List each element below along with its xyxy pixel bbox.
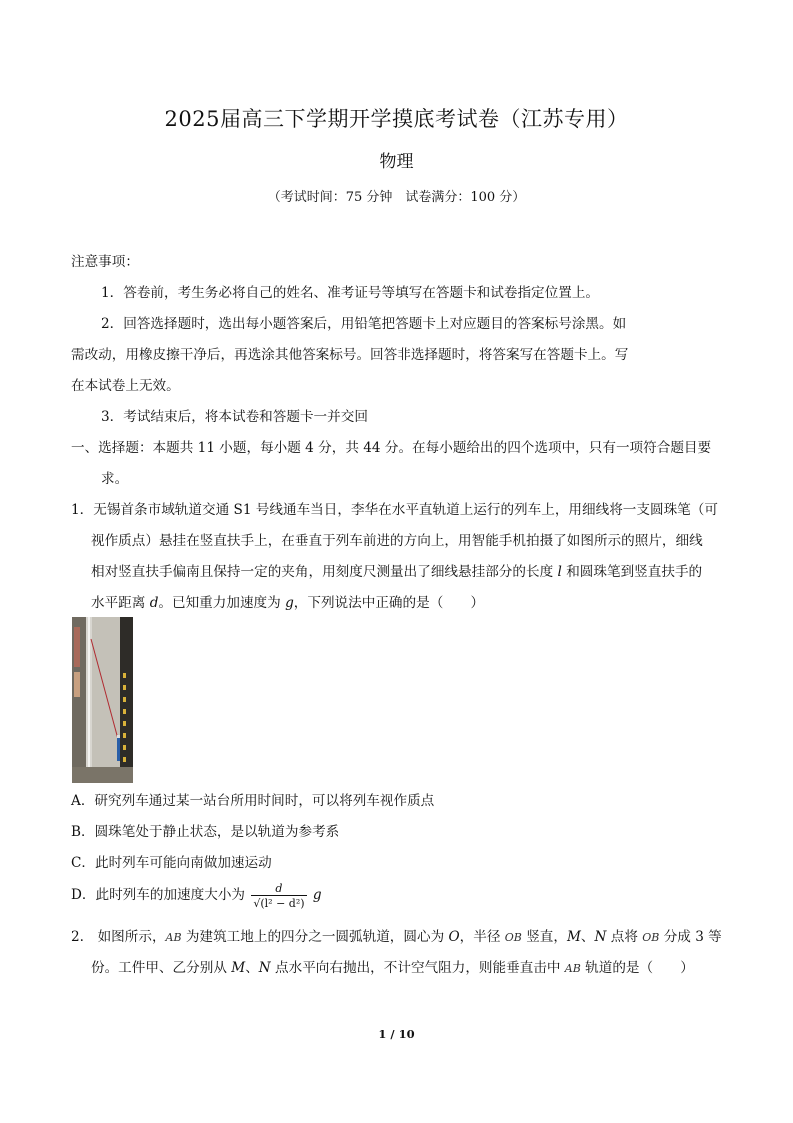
notice-item-2-line-3: 在本试卷上无效。 — [71, 378, 180, 394]
question-2-line-2: 份。工件甲、乙分别从 M、N 点水平向右抛出，不计空气阻力，则能垂直击中 AB 轨道的是（ ） — [91, 960, 694, 976]
notice-item-1: 1．答卷前，考生务必将自己的姓名、准考证号等填写在答题卡和试卷指定位置上。 — [101, 285, 600, 301]
exam-info: （考试时间：75 分钟 试卷满分：100 分） — [267, 190, 526, 205]
page-number: 1 / 10 — [378, 1027, 415, 1041]
notice-item-2-line-1: 2．回答选择题时，选出每小题答案后，用铅笔把答题卡上对应题目的答案标号涂黑。如 — [101, 316, 627, 332]
question-1-option-d: D．此时列车的加速度大小为 $\frac{d}{\text{√(l² − d²)}}$ g — [71, 881, 322, 910]
section-1-heading-line-2: 求。 — [101, 471, 129, 487]
train-pendulum-photo — [72, 617, 133, 783]
section-1-heading-line-1: 一、选择题：本题共 11 小题，每小题 4 分，共 44 分。在每小题给出的四个选项中，只有一项符合题目要 — [71, 440, 712, 456]
question-1-line-4: 水平距离 d。已知重力加速度为 g，下列说法中正确的是（ ） — [91, 595, 485, 611]
question-2-line-1: 2. 如图所示，AB 为建筑工地上的四分之一圆弧轨道，圆心为 O，半径 OB 竖直，M、N 点将 OB 分成 3 等 — [71, 929, 722, 945]
question-1-option-c: C．此时列车可能向南做加速运动 — [71, 855, 272, 871]
question-1-line-1: 1．无锡首条市域轨道交通 S1 号线通车当日，李华在水平直轨道上运行的列车上，用细线将一支圆珠笔（可 — [71, 502, 718, 518]
question-1-line-2: 视作质点）悬挂在竖直扶手上，在垂直于列车前进的方向上，用智能手机拍摄了如图所示的照片，细线 — [91, 533, 703, 549]
subject-heading: 物理 — [379, 152, 414, 172]
notice-item-3: 3．考试结束后，将本试卷和答题卡一并交回 — [101, 409, 368, 425]
acceleration-fraction: $\frac{d}{\text{√(l² − d²)}}$ — [253, 881, 305, 910]
question-1-line-3: 相对竖直扶手偏南且保持一定的夹角，用刻度尺测量出了细线悬挂部分的长度 l 和圆珠笔到竖直扶手的 — [91, 564, 703, 580]
question-1-option-b: B．圆珠笔处于静止状态，是以轨道为参考系 — [71, 824, 340, 840]
notice-item-2-line-2: 需改动，用橡皮擦干净后，再选涂其他答案标号。回答非选择题时，将答案写在答题卡上。写 — [71, 347, 629, 363]
page-title: 2025届高三下学期开学摸底考试卷（江苏专用） — [164, 107, 629, 131]
notice-heading: 注意事项： — [71, 254, 139, 270]
question-1-option-a: A．研究列车通过某一站台所用时间时，可以将列车视作质点 — [71, 793, 435, 809]
